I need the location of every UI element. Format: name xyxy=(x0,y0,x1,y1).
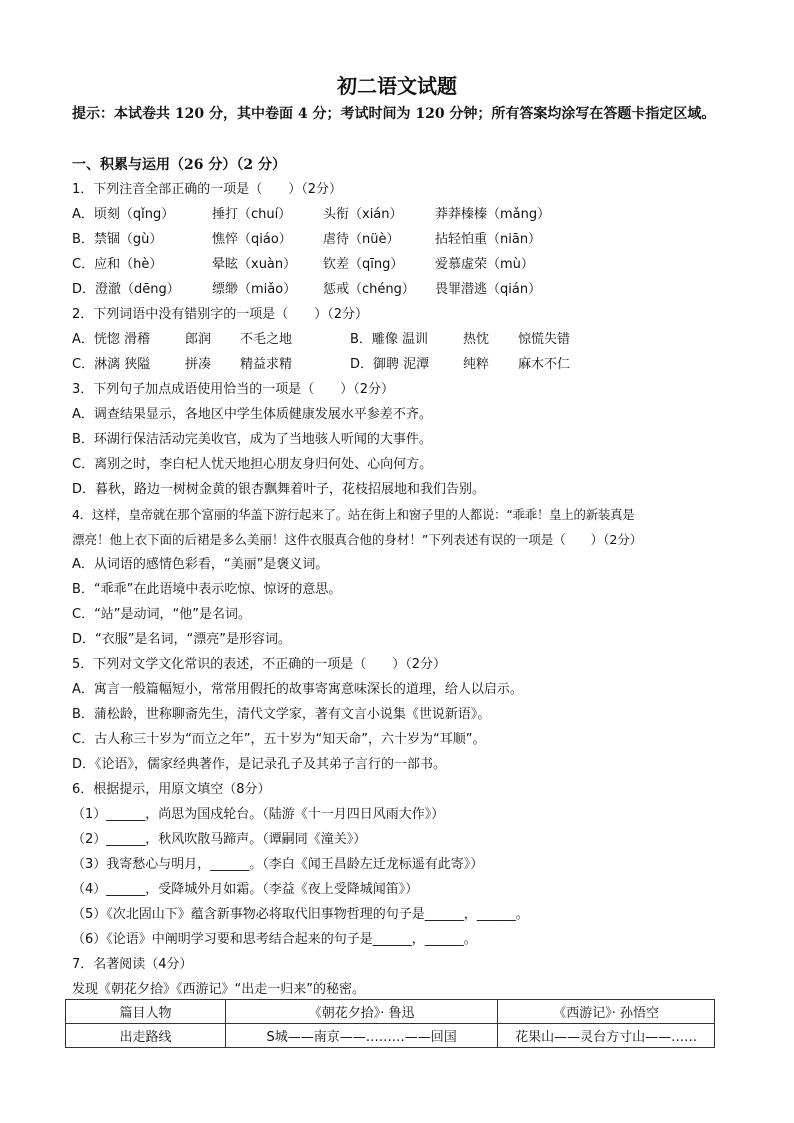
q4-option-b: B．“乖乖”在此语境中表示吃惊、惊讶的意思。 xyxy=(72,582,342,597)
q1-option-c-word-1: C．应和（hè） xyxy=(72,257,163,272)
q1-option-b-word-1: B．禁锢（gù） xyxy=(72,232,163,247)
q2-option-d-words: D．御聘 泥潭 xyxy=(350,357,430,372)
q6-blank-1: （1）______，尚思为国戍轮台。（陆游《十一月四日风雨大作》） xyxy=(72,807,445,822)
q7-comparison-table xyxy=(65,999,715,1048)
q2-option-a-word-3: 郎润 xyxy=(185,332,212,347)
q1-option-c-word-4: 爱慕虚荣（mù） xyxy=(435,257,534,272)
q1-option-d-word-1: D．澄澈（dēng） xyxy=(72,282,180,297)
q6-blank-5: （5）《次北固山下》蕴含新事物必将取代旧事物哲理的句子是______，______。 xyxy=(72,907,529,922)
question-3-stem: 3．下列句子加点成语使用恰当的一项是（ ）（2分） xyxy=(72,382,395,397)
q4-option-a: A．从词语的感情色彩看，“美丽”是褒义词。 xyxy=(72,557,329,572)
q6-blank-2: （2）______，秋风吹散马蹄声。（谭嗣同《潼关》） xyxy=(72,832,367,847)
q3-option-d: D．暮秋，路边一树树金黄的银杏飘舞着叶子，花枝招展地和我们告别。 xyxy=(72,482,486,497)
q2-option-a-word-4: 不毛之地 xyxy=(240,332,293,347)
q6-blank-6: （6）《论语》中阐明学习要和思考结合起来的句子是______，______。 xyxy=(72,932,477,947)
q1-option-a-word-4: 莽莽榛榛（mǎng） xyxy=(435,207,551,222)
q1-option-a-word-2: 捶打（chuí） xyxy=(212,207,292,222)
q1-option-d-word-4: 畏罪潜逃（qián） xyxy=(435,282,542,297)
q6-blank-4: （4）______，受降城外月如霜。（李益《夜上受降城闻笛》） xyxy=(72,882,419,897)
question-5-stem: 5．下列对文学文化常识的表述，不正确的一项是（ ）（2分） xyxy=(72,657,447,672)
q1-option-b-word-2: 憔悴（qiáo） xyxy=(212,232,292,247)
question-6-stem: 6．根据提示，用原文填空（8分） xyxy=(72,782,271,797)
q1-option-a-word-3: 头衔（xián） xyxy=(323,207,403,222)
question-4-stem-line-2: 漂亮！他上衣下面的后裙是多么美丽！这件衣服真合他的身材！”下列表述有误的一项是（ ）（2分） xyxy=(72,532,643,547)
q2-option-b-word-4: 惊慌失错 xyxy=(518,332,571,347)
q1-option-c-word-3: 钦差（qīng） xyxy=(323,257,404,272)
question-7-stem: 7．名著阅读（4分） xyxy=(72,957,193,972)
q7-intro: 发现《朝花夕拾》《西游记》“出走一归来”的秘密。 xyxy=(72,982,365,997)
q2-option-d-word-3: 纯粹 xyxy=(463,357,490,372)
question-4-stem-line-1: 4．这样，皇帝就在那个富丽的华盖下游行起来了。站在街上和窗子里的人都说：“乖乖！皇上的新装真是 xyxy=(72,507,635,522)
q1-option-a-word-1: A．顷刻（qǐng） xyxy=(72,207,175,222)
q3-option-a: A．调查结果显示，各地区中学生体质健康发展水平参差不齐。 xyxy=(72,407,432,422)
q2-option-c-words: C．淋漓 狭隘 xyxy=(72,357,151,372)
q5-option-d: D．《论语》，儒家经典著作，是记录孔子及其弟子言行的一部书。 xyxy=(72,757,447,772)
q1-option-d-word-2: 缥缈（miǎo） xyxy=(212,282,297,297)
table-cell: S城——南京——………——回国 xyxy=(226,1024,498,1048)
q3-option-b: B．环湖行保洁活动完美收官，成为了当地骇人听闻的大事件。 xyxy=(72,432,432,447)
q3-option-c: C．离别之时，李白杞人忧天地担心朋友身归何处、心向何方。 xyxy=(72,457,433,472)
table-header-cell: 《西游记》· 孙悟空 xyxy=(498,1000,715,1024)
table-row xyxy=(66,1000,715,1024)
q2-option-c-word-4: 精益求精 xyxy=(240,357,293,372)
q4-option-c: C．“站”是动词，“他”是名词。 xyxy=(72,607,252,622)
exam-tip: 提示：本试卷共 120 分，其中卷面 4 分；考试时间为 120 分钟；所有答案均涂写在答题卡指定区域。 xyxy=(72,106,716,122)
q2-option-b-words: B．雕像 温训 xyxy=(350,332,429,347)
q5-option-c: C．古人称三十岁为“而立之年”，五十岁为“知天命”，六十岁为“耳顺”。 xyxy=(72,732,486,747)
q5-option-a: A．寓言一般篇幅短小，常常用假托的故事寄寓意味深长的道理，给人以启示。 xyxy=(72,682,523,697)
question-2-stem: 2．下列词语中没有错别字的一项是（ ）（2分） xyxy=(72,307,369,322)
q1-option-c-word-2: 晕眩（xuàn） xyxy=(212,257,297,272)
table-cell: 出走路线 xyxy=(66,1024,226,1048)
q1-option-b-word-3: 虐待（nüè） xyxy=(323,232,400,247)
q5-option-b: B．蒲松龄，世称聊斋先生，清代文学家，著有文言小说集《世说新语》。 xyxy=(72,707,491,722)
q6-blank-3: （3）我寄愁心与明月，______。（李白《闻王昌龄左迁龙标遥有此寄》） xyxy=(72,857,484,872)
table-cell: 花果山——灵台方寸山——…… xyxy=(498,1024,715,1048)
table-row xyxy=(66,1024,715,1048)
page-title: 初二语文试题 xyxy=(337,74,457,98)
q2-option-d-word-4: 麻木不仁 xyxy=(518,357,571,372)
table-header-cell: 《朝花夕拾》· 鲁迅 xyxy=(226,1000,498,1024)
q4-option-d: D．“衣服”是名词，“漂亮”是形容词。 xyxy=(72,632,291,647)
q1-option-d-word-3: 惩戒（chéng） xyxy=(323,282,415,297)
q2-option-a-words: A．恍惚 滑稽 xyxy=(72,332,151,347)
q2-option-c-word-3: 拼凑 xyxy=(185,357,212,372)
q2-option-b-word-3: 热忱 xyxy=(463,332,490,347)
table-header-cell: 篇目人物 xyxy=(66,1000,226,1024)
section-heading: 一、积累与运用（26 分）（2 分） xyxy=(72,157,286,173)
question-1-stem: 1．下列注音全部正确的一项是（ ）（2分） xyxy=(72,182,343,197)
q1-option-b-word-4: 拈轻怕重（niān） xyxy=(435,232,542,247)
